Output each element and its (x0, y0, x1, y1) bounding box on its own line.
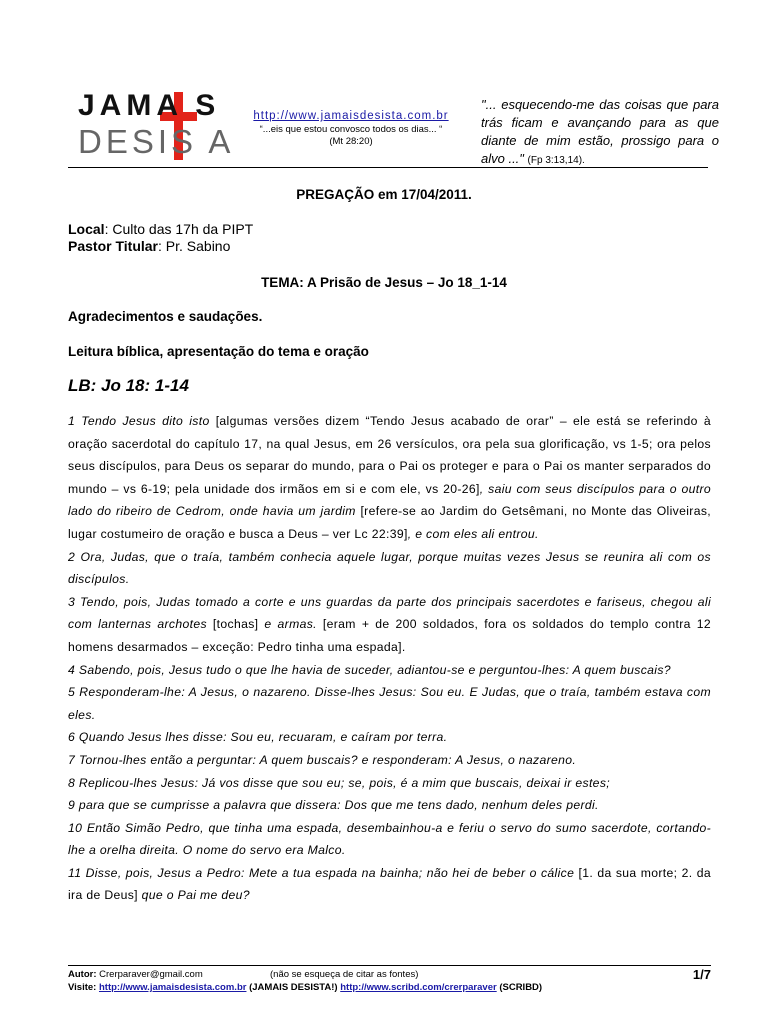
verse-5: 5 Responderam-lhe: A Jesus, o nazareno. Disse-lhes Jesus: Sou eu. E Judas, que o traía, também estava com eles. (68, 685, 711, 722)
verse-7: 7 Tornou-lhes então a perguntar: A quem buscais? e responderam: A Jesus, o nazareno. (68, 752, 577, 767)
jamais-desista-logo (78, 89, 235, 162)
verse-3: 3 Tendo, pois, Judas tomado a corte e uns guardas da parte dos principais sacerdotes e fariseus, chegou ali com lanternas archotes [tochas] e armas. [eram + de 200 soldados, fora os soldados do templo contra 12 homens desarmados – exceção: Pedro tinha uma espada]. (68, 594, 712, 654)
visit-label: Visite: (68, 982, 97, 993)
verse-4: 4 Sabendo, pois, Jesus tudo o que lhe havia de suceder, adiantou-se e perguntou-lhes: A quem buscais? (68, 662, 671, 677)
pastor-label: Pastor Titular (68, 238, 158, 254)
header-verse: “...eis que estou convosco todos os dias... “ (259, 124, 443, 135)
footer-scribd-link[interactable]: http://www.scribd.com/crerparaver (340, 982, 497, 993)
footer-site-name: (JAMAIS DESISTA!) (246, 982, 341, 993)
footer (68, 968, 711, 994)
verse-8: 8 Replicou-lhes Jesus: Já vos disse que sou eu; se, pois, é a mim que buscais, deixai ir estes; (68, 775, 610, 790)
header-verse-ref: (Mt 28:20) (329, 136, 373, 147)
section-greetings: Agradecimentos e saudações. (68, 309, 263, 324)
header-quote (481, 96, 719, 170)
footer-visit-row (68, 981, 711, 994)
section-reading: Leitura bíblica, apresentação do tema e oração (68, 344, 369, 359)
verse-9: 9 para que se cumprisse a palavra que dissera: Dos que me tens dado, nenhum deles perdi. (68, 798, 599, 813)
site-link[interactable]: http://www.jamaisdesista.com.br (253, 110, 449, 122)
page-title: PREGAÇÃO em 17/04/2011. (296, 187, 472, 202)
header-divider (68, 167, 708, 168)
logo-line-1: JAMA S (78, 89, 221, 122)
pastor-line (68, 238, 230, 255)
footer-divider (68, 965, 711, 966)
local-label: Local (68, 221, 105, 237)
author-note: (não se esqueça de citar as fontes) (270, 969, 419, 980)
verse-10: 10 Então Simão Pedro, que tinha uma espada, desembainhou-a e feriu o servo do sumo sacerdote, cortando-lhe a orelha direita. O nome do servo era Malco. (68, 820, 711, 858)
local-value: : Culto das 17h da PIPT (104, 221, 254, 237)
header-center (238, 110, 464, 148)
quote-ref: (Fp 3:13,14). (527, 155, 585, 166)
page-number: 1/7 (692, 967, 711, 982)
local-line (68, 221, 253, 238)
lb-heading: LB: Jo 18: 1-14 (68, 376, 189, 395)
footer-scribd-name: (SCRIBD) (496, 982, 543, 993)
scripture-text (68, 410, 711, 907)
footer-author-row (68, 968, 711, 981)
pastor-value: : Pr. Sabino (158, 238, 231, 254)
logo-line-2: DESIS A (78, 123, 235, 160)
verse-1: 1 Tendo Jesus dito isto [algumas versões dizem “Tendo Jesus acabado de orar” – ele está se referindo à oração sacerdotal do capítulo 17, na qual Jesus, em 26 versículos, ora pela sua glorificação, vs 1-5; ora pelos seus discípulos, para Deus os separar do mundo, para o Pai os proteger e para o Pai os manter serparados do mundo – vs 6-19; pela unidade dos irmãos em si e com ele, vs 20-26], saiu com seus discípulos para o outro lado do ribeiro de Cedrom, onde havia um jardim [refere-se ao Jardim do Getsêmani, no Monte das Oliveiras, lugar costumeiro de oração e busca a Deus – ver Lc 22:39], e com eles ali entrou. (68, 414, 712, 541)
quote-text: "... esquecendo-me das coisas que para trás ficam e avançando para as que diante de mim estão, prossigo para o alvo ..." (481, 97, 719, 166)
author-label: Autor: (68, 969, 97, 980)
verse-6: 6 Quando Jesus lhes disse: Sou eu, recuaram, e caíram por terra. (68, 730, 448, 745)
verse-2: 2 Ora, Judas, que o traía, também conhecia aquele lugar, porque muitas vezes Jesus se reunira ali com os discípulos. (68, 549, 711, 587)
verse-11: 11 Disse, pois, Jesus a Pedro: Mete a tua espada na bainha; não hei de beber o cálice [1. da sua morte; 2. da ira de Deus] que o Pai me deu? (68, 865, 711, 903)
footer-site-link[interactable]: http://www.jamaisdesista.com.br (98, 982, 247, 993)
author-email[interactable]: Crerparaver@gmail.com (96, 969, 203, 980)
tema-heading: TEMA: A Prisão de Jesus – Jo 18_1-14 (261, 275, 507, 290)
